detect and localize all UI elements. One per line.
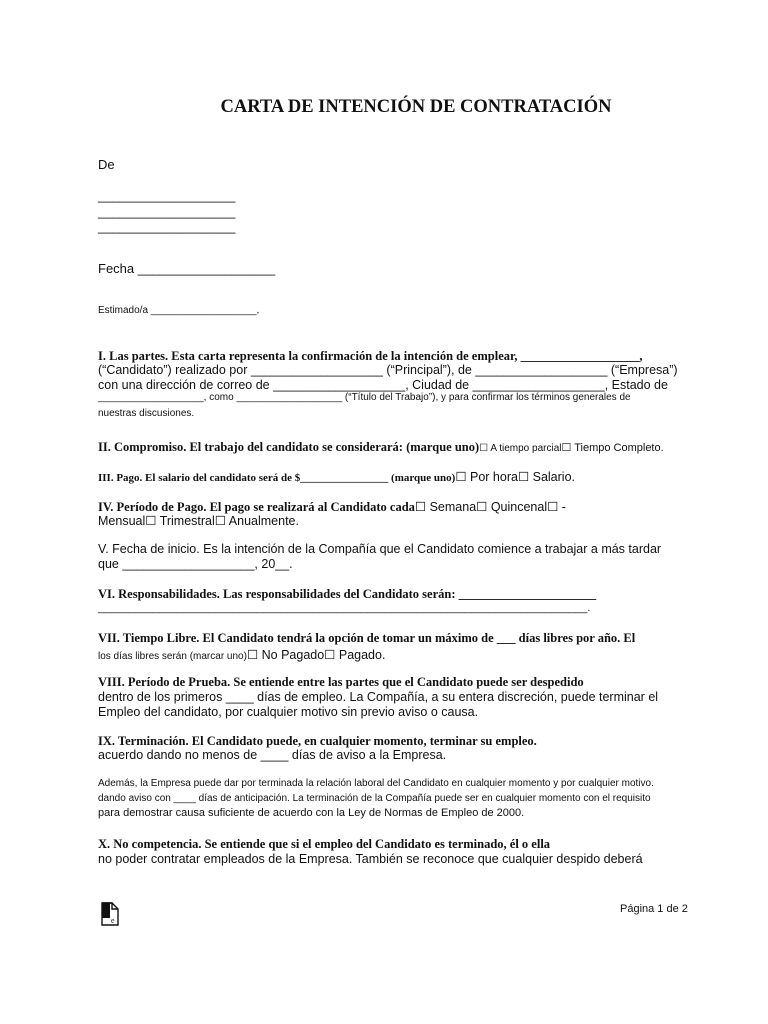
pago-text: III. Pago. El salario del candidato será de $________________ (marque uno) <box>98 472 456 484</box>
partes-line-2: (“Candidato”) realizado por ___________________ (“Principal”), de ___________________ (“Empresa”) <box>98 363 678 377</box>
partes-line-3: con una dirección de correo de ___________________, Ciudad de ___________________, Estado de <box>98 378 668 392</box>
document-logo-icon <box>101 902 119 926</box>
page-number: Página 1 de 2 <box>620 903 688 915</box>
terminacion-line-1: IX. Terminación. El Candidato puede, en cualquier momento, terminar su empleo. <box>98 734 537 748</box>
tiempo-libre-text: los días libres serán (marcar uno) <box>98 651 247 662</box>
responsabilidades-line-1: VI. Responsabilidades. Las responsabilidades del Candidato serán: ______________________ <box>98 587 597 601</box>
prueba-line-3: Empleo del candidato, por cualquier motivo sin previo aviso o causa. <box>98 705 479 719</box>
partes-line-5: nuestras discusiones. <box>98 408 195 419</box>
tiempo-libre-line-2 <box>98 646 385 664</box>
terminacion-para-3: para demostrar causa suficiente de acuerdo con la Ley de Normas de Empleo de 2000. <box>98 807 525 819</box>
terminacion-para-1: Además, la Empresa puede dar por terminada la relación laboral del Candidato en cualquier momento y por cualquier motivo. <box>98 778 654 789</box>
periodo-line-2[interactable]: Mensual☐ Trimestral☐ Anualmente. <box>98 514 299 528</box>
periodo-text: IV. Período de Pago. El pago se realizará al Candidato cada <box>98 500 415 514</box>
checkbox-tiempo-parcial[interactable]: ☐ A tiempo parcial <box>479 443 562 454</box>
tiempo-libre-options[interactable]: ☐ No Pagado☐ Pagado. <box>246 648 386 662</box>
prueba-line-1: VIII. Período de Prueba. Se entiende entre las partes que el Candidato puede ser despedido <box>98 675 584 689</box>
terminacion-para-2: dando aviso con ____ días de anticipación. La terminación de la Compañía puede ser en cualquier momento con el requisito <box>98 793 651 804</box>
tiempo-libre-line-1: VII. Tiempo Libre. El Candidato tendrá la opción de tomar un máximo de ___ días libres por año. El <box>98 631 636 645</box>
pago-line <box>98 468 575 486</box>
periodo-options[interactable]: ☐ Semana☐ Quincenal☐ - <box>414 500 566 514</box>
checkbox-por-hora[interactable]: ☐ Por hora <box>455 470 518 484</box>
salutation-line: Estimado/a ___________________, <box>98 305 260 316</box>
competencia-line-1: X. No competencia. Se entiende que si el empleo del Candidato es terminado, él o ella <box>98 837 551 851</box>
sender-line-3: ___________________ <box>98 219 236 234</box>
competencia-line-2: no poder contratar empleados de la Empresa. También se reconoce que cualquier despido deberá <box>98 852 643 866</box>
partes-line-4: ___________________, como ___________________ (“Título del Trabajo”), y para confirmar los términos generales de <box>98 392 631 403</box>
terminacion-line-2: acuerdo dando no menos de ____ días de aviso a la Empresa. <box>98 748 447 762</box>
checkbox-salario[interactable]: ☐ Salario. <box>517 470 575 484</box>
svg-text:e: e <box>111 916 115 925</box>
sender-line-2: ___________________ <box>98 204 236 219</box>
sender-line-1: ___________________ <box>98 188 236 203</box>
partes-line-1: I. Las partes. Esta carta representa la confirmación de la intención de emplear, ___________________, <box>98 349 643 363</box>
responsabilidades-line-2: ________________________________________________________________________________. <box>98 602 591 614</box>
inicio-line-1: V. Fecha de inicio. Es la intención de la Compañía que el Candidato comience a trabajar a más tardar <box>98 542 662 556</box>
page-title: CARTA DE INTENCIÓN DE CONTRATACIÓN <box>220 97 612 117</box>
compromiso-text: II. Compromiso. El trabajo del candidato se considerará: (marque uno) <box>98 440 480 454</box>
prueba-line-2: dentro de los primeros ____ días de empleo. La Compañía, a su entera discreción, puede terminar el <box>98 690 659 704</box>
checkbox-tiempo-completo[interactable]: ☐ Tiempo Completo. <box>561 442 664 454</box>
compromiso-line <box>98 438 664 456</box>
de-label: De <box>98 157 115 172</box>
inicio-line-2: que ___________________, 20__. <box>98 557 293 571</box>
fecha-line: Fecha ___________________ <box>98 261 276 276</box>
